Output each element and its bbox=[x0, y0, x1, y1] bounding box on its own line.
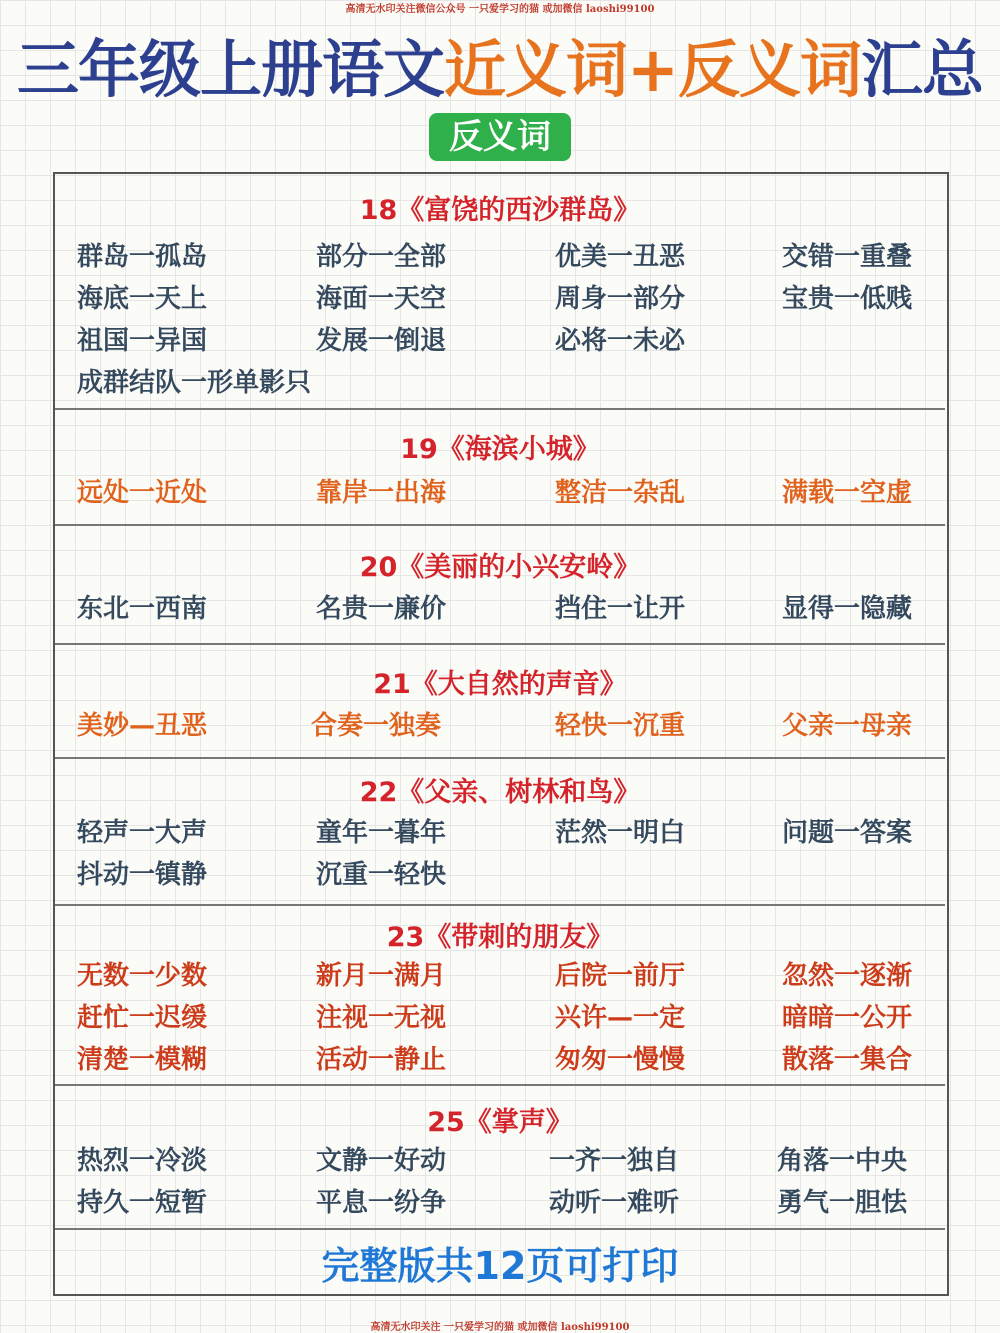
word-pair: 美妙—丑恶 bbox=[77, 711, 208, 741]
antonym-badge: 反义词 bbox=[429, 113, 571, 161]
word-pair: 清楚一模糊 bbox=[77, 1045, 208, 1075]
section-title: 22《父亲、树林和鸟》 bbox=[359, 777, 641, 808]
section-title: 19《海滨小城》 bbox=[400, 434, 600, 465]
word-pair: 持久一短暂 bbox=[77, 1188, 208, 1218]
word-pair: 新月一满月 bbox=[316, 961, 447, 991]
word-pair: 显得一隐藏 bbox=[782, 594, 913, 624]
title-part-2: 近义词+反义词 bbox=[444, 33, 861, 106]
word-pair: 童年一暮年 bbox=[316, 818, 447, 848]
word-pair: 问题一答案 bbox=[782, 818, 913, 848]
word-pair: 名贵一廉价 bbox=[316, 594, 447, 624]
section-title: 21《大自然的声音》 bbox=[373, 669, 627, 700]
section-21 bbox=[55, 645, 945, 757]
section-title: 20《美丽的小兴安岭》 bbox=[359, 552, 641, 583]
word-pair: 挡住一让开 bbox=[555, 594, 686, 624]
word-pair: 茫然一明白 bbox=[555, 818, 686, 848]
word-pair: 远处一近处 bbox=[77, 478, 208, 508]
section-25 bbox=[55, 1086, 945, 1228]
word-pair: 成群结队一形单影只 bbox=[77, 368, 312, 398]
word-pair: 一齐一独自 bbox=[549, 1146, 680, 1176]
section-18 bbox=[55, 172, 945, 409]
section-22 bbox=[55, 759, 945, 904]
word-pair: 活动一静止 bbox=[316, 1045, 447, 1075]
word-pair: 发展一倒退 bbox=[316, 326, 447, 356]
word-pair: 角落一中央 bbox=[777, 1146, 908, 1176]
word-pair: 无数一少数 bbox=[77, 961, 208, 991]
section-title: 25《掌声》 bbox=[427, 1107, 573, 1138]
word-pair: 部分一全部 bbox=[316, 242, 447, 272]
word-pair: 群岛一孤岛 bbox=[77, 242, 208, 272]
word-pair: 海底一天上 bbox=[77, 284, 208, 314]
word-pair: 散落一集合 bbox=[782, 1045, 913, 1075]
word-pair: 平息一纷争 bbox=[316, 1188, 447, 1218]
word-pair: 匆匆一慢慢 bbox=[555, 1045, 686, 1075]
section-title: 23《带刺的朋友》 bbox=[386, 922, 614, 953]
word-pair: 必将一未必 bbox=[555, 326, 686, 356]
page-title bbox=[0, 34, 1000, 106]
word-pair: 交错一重叠 bbox=[782, 242, 913, 272]
word-pair: 东北一西南 bbox=[77, 594, 208, 624]
watermark-top: 高清无水印关注微信公众号 一只爱学习的猫 或加微信 laoshi99100 bbox=[345, 4, 655, 15]
word-pair: 兴许—一定 bbox=[555, 1003, 686, 1033]
section-23 bbox=[55, 906, 945, 1083]
word-pair: 靠岸一出海 bbox=[316, 478, 447, 508]
word-pair: 周身一部分 bbox=[555, 284, 686, 314]
word-pair: 动听一难听 bbox=[549, 1188, 680, 1218]
word-pair: 忽然一逐渐 bbox=[782, 961, 913, 991]
word-pair: 宝贵一低贱 bbox=[782, 284, 913, 314]
word-pair: 抖动一镇静 bbox=[77, 860, 208, 890]
word-pair: 热烈一冷淡 bbox=[77, 1146, 208, 1176]
watermark-bottom: 高清无水印关注 一只爱学习的猫 或加微信 laoshi99100 bbox=[370, 1322, 630, 1333]
word-pair: 轻声一大声 bbox=[77, 818, 208, 848]
word-pair: 注视一无视 bbox=[316, 1003, 447, 1033]
word-pair: 轻快一沉重 bbox=[555, 711, 686, 741]
word-pair: 合奏一独奏 bbox=[311, 711, 442, 741]
section-19 bbox=[55, 410, 945, 525]
section-title: 18《富饶的西沙群岛》 bbox=[359, 195, 641, 226]
word-pair: 父亲一母亲 bbox=[782, 711, 913, 741]
section-divider bbox=[55, 1228, 945, 1230]
word-pair: 优美一丑恶 bbox=[555, 242, 686, 272]
footer-note: 完整版共12页可打印 bbox=[321, 1244, 679, 1288]
word-pair: 整洁一杂乱 bbox=[555, 478, 686, 508]
word-pair: 满载一空虚 bbox=[782, 478, 913, 508]
section-20 bbox=[55, 526, 945, 644]
word-pair: 祖国一异国 bbox=[77, 326, 208, 356]
word-pair: 文静一好动 bbox=[316, 1146, 447, 1176]
word-pair: 后院一前厅 bbox=[555, 961, 686, 991]
word-pair: 勇气一胆怯 bbox=[777, 1188, 908, 1218]
word-pair: 沉重一轻快 bbox=[316, 860, 447, 890]
word-pair: 暗暗一公开 bbox=[782, 1003, 913, 1033]
title-part-3: 汇总 bbox=[860, 33, 983, 106]
title-part-1: 三年级上册语文 bbox=[17, 33, 445, 106]
word-pair: 赶忙一迟缓 bbox=[77, 1003, 208, 1033]
word-pair: 海面一天空 bbox=[316, 284, 447, 314]
